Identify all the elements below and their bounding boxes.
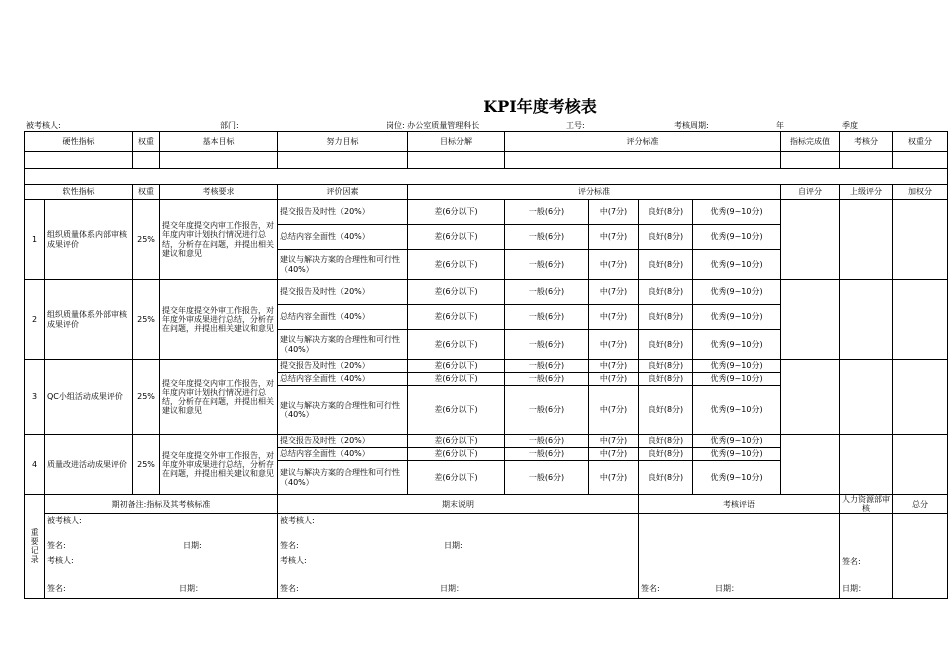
soft-scoring-header: 评分标准 (408, 185, 781, 200)
requirement-header: 考核要求 (160, 185, 278, 200)
grade-option[interactable]: 一般(6分) (505, 305, 589, 330)
grade-option[interactable]: 良好(8分) (639, 250, 693, 280)
hard-weight-header: 权重 (133, 132, 160, 152)
target-breakdown-cell[interactable] (408, 152, 505, 169)
indicator-row (25, 280, 948, 305)
grade-option[interactable]: 中(7分) (589, 225, 639, 250)
grade-option[interactable]: 中(7分) (589, 360, 639, 373)
evaluation-factor: 建议与解决方案的合理性和可行性（40%） (278, 250, 408, 280)
effort-target-header: 努力目标 (278, 132, 408, 152)
evaluation-factor-header: 评价因素 (278, 185, 408, 200)
grade-option[interactable]: 优秀(9~10分) (693, 305, 781, 330)
final-notes-header: 期末说明 (278, 495, 639, 514)
hr-sign: 签名: (842, 557, 861, 567)
grade-option[interactable]: 良好(8分) (639, 305, 693, 330)
grade-option[interactable]: 差(6分以下) (408, 461, 505, 495)
superior-score-cell[interactable] (840, 360, 893, 435)
gap-cell (25, 169, 948, 185)
grade-option[interactable]: 一般(6分) (505, 461, 589, 495)
grade-option[interactable]: 一般(6分) (505, 448, 589, 461)
grade-option[interactable]: 良好(8分) (639, 448, 693, 461)
position-label: 岗位: 办公室质量管理科长 (386, 121, 480, 130)
weighted-plus-cell[interactable] (893, 435, 948, 495)
grade-option[interactable]: 优秀(9~10分) (693, 373, 781, 386)
year-label: 年 (776, 121, 784, 130)
initial-remarks-header: 期初备注:指标及其考核标准 (45, 495, 278, 514)
grade-option[interactable]: 差(6分以下) (408, 225, 505, 250)
evaluation-factor: 建议与解决方案的合理性和可行性（40%） (278, 461, 408, 495)
grade-option[interactable]: 差(6分以下) (408, 448, 505, 461)
hard-indicator-header: 硬性指标 (25, 132, 133, 152)
grade-option[interactable]: 良好(8分) (639, 360, 693, 373)
grade-option[interactable]: 优秀(9~10分) (693, 461, 781, 495)
grade-option[interactable]: 中(7分) (589, 250, 639, 280)
footer-header-row (25, 495, 948, 514)
final-assessor-sign: 签名: (280, 584, 299, 594)
grade-option[interactable]: 差(6分以下) (408, 386, 505, 435)
important-record-label (25, 495, 45, 599)
indicator-weight: 25% (133, 280, 160, 360)
grade-option[interactable]: 一般(6分) (505, 200, 589, 225)
completion-value-cell[interactable] (781, 152, 840, 169)
total-score-header: 总分 (893, 495, 948, 514)
grade-option[interactable]: 差(6分以下) (408, 435, 505, 448)
assessment-score-cell[interactable] (840, 152, 893, 169)
grade-option[interactable]: 良好(8分) (639, 330, 693, 360)
page-title: KPI年度考核表 (483, 97, 597, 116)
grade-option[interactable]: 一般(6分) (505, 280, 589, 305)
grade-option[interactable]: 差(6分以下) (408, 280, 505, 305)
grade-option[interactable]: 中(7分) (589, 448, 639, 461)
grade-option[interactable]: 一般(6分) (505, 373, 589, 386)
weighted-plus-cell[interactable] (893, 200, 948, 280)
weighted-plus-cell[interactable] (893, 280, 948, 360)
grade-option[interactable]: 中(7分) (589, 330, 639, 360)
grade-option[interactable]: 一般(6分) (505, 435, 589, 448)
hr-review-header: 人力资源部审核 (840, 495, 893, 514)
grade-option[interactable]: 中(7分) (589, 461, 639, 495)
basic-target-header: 基本目标 (160, 132, 278, 152)
indicator-name: QC小组活动成果评价 (45, 360, 133, 435)
grade-option[interactable]: 中(7分) (589, 386, 639, 435)
grade-option[interactable]: 优秀(9~10分) (693, 200, 781, 225)
grade-option[interactable]: 差(6分以下) (408, 330, 505, 360)
grade-option[interactable]: 差(6分以下) (408, 250, 505, 280)
superior-score-cell[interactable] (840, 200, 893, 280)
grade-option[interactable]: 一般(6分) (505, 330, 589, 360)
weighted-score-header: 权重分 (893, 132, 948, 152)
grade-option[interactable]: 中(7分) (589, 280, 639, 305)
grade-option[interactable]: 优秀(9~10分) (693, 225, 781, 250)
indicator-weight: 25% (133, 360, 160, 435)
basic-target-cell[interactable] (160, 152, 278, 169)
target-breakdown-header: 目标分解 (408, 132, 505, 152)
gap-row (25, 169, 948, 185)
final-assessor-label: 考核人: (280, 556, 307, 566)
indicator-number: 2 (25, 280, 45, 360)
evaluation-factor: 总结内容全面性（40%） (278, 448, 408, 461)
self-score-cell[interactable] (781, 200, 840, 280)
indicator-row (25, 200, 948, 225)
evaluation-factor: 提交报告及时性（20%） (278, 280, 408, 305)
final-assessee-sign: 签名: (280, 541, 299, 551)
soft-weight-header: 权重 (133, 185, 160, 200)
indicator-number: 4 (25, 435, 45, 495)
hard-weight-cell[interactable] (133, 152, 160, 169)
employee-id-label: 工号: (566, 121, 585, 130)
evaluation-factor: 总结内容全面性（40%） (278, 373, 408, 386)
hr-review-cell[interactable] (840, 514, 893, 599)
indicator-requirement: 提交年度提交内审工作报告，对年度内审计划执行情况进行总结，分析存在问题，并提出相关建议和意见 (160, 200, 278, 280)
indicator-weight: 25% (133, 435, 160, 495)
period-label: 考核周期: (674, 121, 709, 130)
initial-assessor-label: 考核人: (47, 556, 74, 566)
initial-assessor-sign: 签名: (47, 584, 66, 594)
grade-option[interactable]: 中(7分) (589, 200, 639, 225)
grade-option[interactable]: 优秀(9~10分) (693, 435, 781, 448)
initial-assessee-sign: 签名: (47, 541, 66, 551)
evaluation-factor: 提交报告及时性（20%） (278, 435, 408, 448)
indicator-name: 质量改进活动成果评价 (45, 435, 133, 495)
hr-date: 日期： (842, 584, 866, 594)
evaluation-factor: 提交报告及时性（20%） (278, 200, 408, 225)
grade-option[interactable]: 优秀(9~10分) (693, 250, 781, 280)
self-score-cell[interactable] (781, 435, 840, 495)
indicator-row (25, 435, 948, 448)
grade-option[interactable]: 优秀(9~10分) (693, 360, 781, 373)
grade-option[interactable]: 优秀(9~10分) (693, 280, 781, 305)
grade-option[interactable]: 优秀(9~10分) (693, 386, 781, 435)
weighted-plus-header: 加权分 (893, 185, 948, 200)
superior-score-cell[interactable] (840, 280, 893, 360)
final-notes-cell[interactable] (278, 514, 639, 599)
evaluation-factor: 建议与解决方案的合理性和可行性（40%） (278, 386, 408, 435)
grade-option[interactable]: 中(7分) (589, 435, 639, 448)
superior-score-cell[interactable] (840, 435, 893, 495)
initial-assessee-date: 日期: (183, 541, 202, 551)
evaluation-factor: 建议与解决方案的合理性和可行性（40%） (278, 330, 408, 360)
final-assessor-date: 日期： (440, 584, 464, 594)
indicator-name: 组织质量体系外部审核成果评价 (45, 280, 133, 360)
hard-indicator-cell[interactable] (25, 152, 133, 169)
grade-option[interactable]: 良好(8分) (639, 280, 693, 305)
grade-option[interactable]: 良好(8分) (639, 200, 693, 225)
indicator-number: 1 (25, 200, 45, 280)
hard-header-row (25, 132, 948, 152)
grade-option[interactable]: 一般(6分) (505, 250, 589, 280)
soft-header-row (25, 185, 948, 200)
grade-option[interactable]: 良好(8分) (639, 225, 693, 250)
kpi-table-body (25, 132, 948, 599)
weighted-plus-cell[interactable] (893, 360, 948, 435)
indicator-row (25, 360, 948, 373)
hard-scoring-cell[interactable] (505, 152, 781, 169)
completion-value-header: 指标完成值 (781, 132, 840, 152)
evaluation-factor: 总结内容全面性（40%） (278, 305, 408, 330)
evaluation-comments-header: 考核评语 (639, 495, 840, 514)
assessee-label: 被考核人: (26, 121, 61, 130)
indicator-requirement: 提交年度提交内审工作报告，对年度内审计划执行情况进行总结，分析存在问题，并提出相关建议和意见 (160, 360, 278, 435)
comment-date: 日期： (715, 584, 739, 594)
grade-option[interactable]: 优秀(9~10分) (693, 330, 781, 360)
initial-remarks-cell[interactable] (45, 514, 278, 599)
grade-option[interactable]: 优秀(9~10分) (693, 448, 781, 461)
self-score-cell[interactable] (781, 280, 840, 360)
grade-option[interactable]: 一般(6分) (505, 360, 589, 373)
total-score-cell[interactable] (893, 514, 948, 599)
indicator-number: 3 (25, 360, 45, 435)
final-assessee-date: 日期: (444, 541, 463, 551)
grade-option[interactable]: 差(6分以下) (408, 360, 505, 373)
grade-option[interactable]: 中(7分) (589, 305, 639, 330)
indicator-name: 组织质量体系内部审核成果评价 (45, 200, 133, 280)
evaluation-factor: 提交报告及时性（20%） (278, 360, 408, 373)
quarter-label: 季度 (842, 121, 858, 130)
grade-option[interactable]: 一般(6分) (505, 386, 589, 435)
initial-assessor-date: 日期： (179, 584, 203, 594)
comment-sign: 签名: (641, 584, 660, 594)
grade-option[interactable]: 良好(8分) (639, 373, 693, 386)
grade-option[interactable]: 中(7分) (589, 373, 639, 386)
grade-option[interactable]: 良好(8分) (639, 435, 693, 448)
evaluation-factor: 总结内容全面性（40%） (278, 225, 408, 250)
superior-score-header: 上级评分 (840, 185, 893, 200)
footer-signature-row (25, 514, 948, 599)
initial-assessee-label: 被考核人: (47, 516, 82, 526)
hard-scoring-header: 评分标准 (505, 132, 781, 152)
final-assessee-label: 被考核人: (280, 516, 315, 526)
department-label: 部门: (220, 121, 239, 130)
important-record-text: 重要记录 (30, 527, 40, 564)
grade-option[interactable]: 差(6分以下) (408, 373, 505, 386)
soft-indicator-header: 软性指标 (25, 185, 133, 200)
kpi-table (24, 131, 948, 599)
evaluation-comments-cell[interactable] (639, 514, 840, 599)
self-score-header: 自评分 (781, 185, 840, 200)
grade-option[interactable]: 良好(8分) (639, 461, 693, 495)
indicator-weight: 25% (133, 200, 160, 280)
indicator-requirement: 提交年度提交外审工作报告，对年度外审成果进行总结，分析存在问题，并提出相关建议和意见 (160, 280, 278, 360)
assessment-score-header: 考核分 (840, 132, 893, 152)
grade-option[interactable]: 一般(6分) (505, 225, 589, 250)
self-score-cell[interactable] (781, 360, 840, 435)
weighted-score-cell[interactable] (893, 152, 948, 169)
hard-blank-row (25, 152, 948, 169)
effort-target-cell[interactable] (278, 152, 408, 169)
grade-option[interactable]: 差(6分以下) (408, 305, 505, 330)
indicator-requirement: 提交年度提交外审工作报告，对年度外审成果进行总结，分析存在问题，并提出相关建议和意见 (160, 435, 278, 495)
grade-option[interactable]: 良好(8分) (639, 386, 693, 435)
grade-option[interactable]: 差(6分以下) (408, 200, 505, 225)
